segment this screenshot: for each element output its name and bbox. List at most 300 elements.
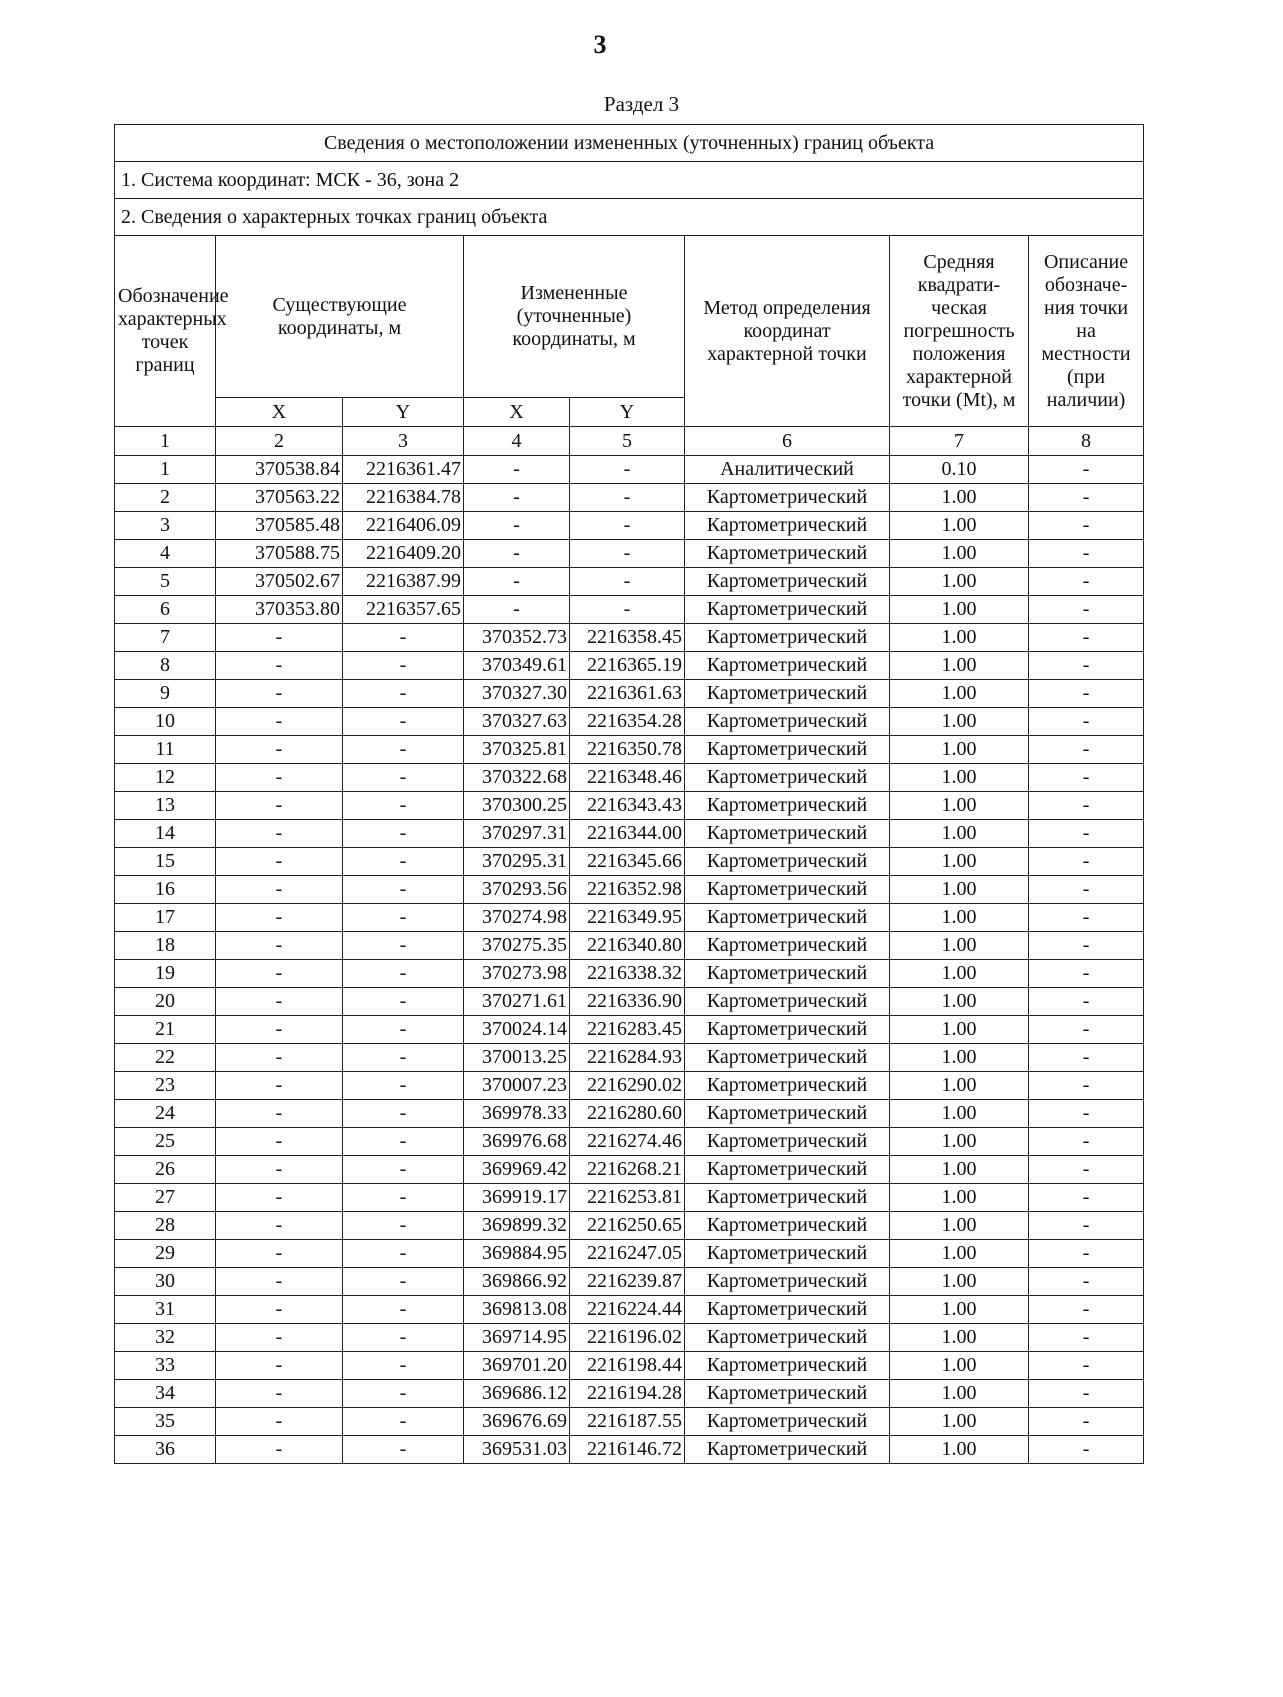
cell-point-number: 32	[115, 1324, 216, 1352]
cell-existing-x: -	[216, 960, 343, 988]
cell-mean-square-error: 1.00	[890, 792, 1029, 820]
cell-description: -	[1029, 820, 1144, 848]
col-number: 6	[685, 427, 890, 456]
cell-point-number: 18	[115, 932, 216, 960]
cell-changed-y: 2216146.72	[570, 1436, 685, 1464]
cell-changed-x: -	[464, 484, 570, 512]
cell-changed-y: -	[570, 568, 685, 596]
cell-existing-y: -	[343, 1128, 464, 1156]
cell-point-number: 12	[115, 764, 216, 792]
cell-method: Картометрический	[685, 624, 890, 652]
cell-existing-y: -	[343, 1352, 464, 1380]
cell-changed-x: -	[464, 456, 570, 484]
cell-existing-y: -	[343, 932, 464, 960]
table-row	[115, 540, 1144, 568]
col-number: 4	[464, 427, 570, 456]
cell-changed-x: 370273.98	[464, 960, 570, 988]
cell-changed-x: 370024.14	[464, 1016, 570, 1044]
cell-changed-y: 2216336.90	[570, 988, 685, 1016]
header-mean-square-error: Средняя квадрати-ческая погрешность положения характерной точки (Mt), м	[890, 236, 1029, 427]
cell-point-number: 19	[115, 960, 216, 988]
cell-changed-x: 369813.08	[464, 1296, 570, 1324]
cell-method: Картометрический	[685, 1156, 890, 1184]
cell-changed-y: 2216343.43	[570, 792, 685, 820]
cell-existing-x: -	[216, 1100, 343, 1128]
cell-changed-x: 369676.69	[464, 1408, 570, 1436]
cell-method: Картометрический	[685, 1212, 890, 1240]
table-row	[115, 456, 1144, 484]
cell-description: -	[1029, 1100, 1144, 1128]
cell-changed-y: 2216352.98	[570, 876, 685, 904]
header-existing-coords: Существующие координаты, м	[216, 236, 464, 398]
cell-description: -	[1029, 1296, 1144, 1324]
cell-existing-y: -	[343, 708, 464, 736]
cell-method: Картометрический	[685, 708, 890, 736]
cell-description: -	[1029, 680, 1144, 708]
cell-existing-y: 2216384.78	[343, 484, 464, 512]
cell-changed-y: 2216283.45	[570, 1016, 685, 1044]
cell-point-number: 7	[115, 624, 216, 652]
cell-existing-x: 370563.22	[216, 484, 343, 512]
cell-description: -	[1029, 1184, 1144, 1212]
table-row	[115, 1268, 1144, 1296]
table-row	[115, 1324, 1144, 1352]
cell-changed-x: 370352.73	[464, 624, 570, 652]
cell-existing-y: -	[343, 792, 464, 820]
cell-point-number: 29	[115, 1240, 216, 1268]
cell-method: Картометрический	[685, 932, 890, 960]
cell-method: Картометрический	[685, 680, 890, 708]
cell-description: -	[1029, 1436, 1144, 1464]
cell-existing-x: -	[216, 680, 343, 708]
cell-point-number: 4	[115, 540, 216, 568]
table-row	[115, 960, 1144, 988]
cell-mean-square-error: 1.00	[890, 820, 1029, 848]
cell-point-number: 11	[115, 736, 216, 764]
table-row	[115, 1296, 1144, 1324]
cell-description: -	[1029, 792, 1144, 820]
table-row	[115, 1380, 1144, 1408]
cell-existing-y: 2216361.47	[343, 456, 464, 484]
cell-point-number: 5	[115, 568, 216, 596]
cell-description: -	[1029, 540, 1144, 568]
cell-existing-y: 2216409.20	[343, 540, 464, 568]
cell-mean-square-error: 1.00	[890, 904, 1029, 932]
cell-existing-x: -	[216, 1156, 343, 1184]
cell-existing-x: -	[216, 1240, 343, 1268]
cell-method: Картометрический	[685, 1044, 890, 1072]
cell-mean-square-error: 1.00	[890, 988, 1029, 1016]
cell-changed-x: 370327.63	[464, 708, 570, 736]
cell-method: Картометрический	[685, 736, 890, 764]
cell-changed-y: 2216268.21	[570, 1156, 685, 1184]
cell-point-number: 35	[115, 1408, 216, 1436]
cell-method: Картометрический	[685, 764, 890, 792]
cell-mean-square-error: 1.00	[890, 568, 1029, 596]
table-row	[115, 1212, 1144, 1240]
cell-existing-y: 2216387.99	[343, 568, 464, 596]
table-row	[115, 736, 1144, 764]
table-title: Сведения о местоположении измененных (уточненных) границ объекта	[115, 125, 1144, 162]
cell-existing-x: -	[216, 988, 343, 1016]
cell-existing-y: -	[343, 820, 464, 848]
cell-existing-y: -	[343, 1296, 464, 1324]
cell-changed-x: 370007.23	[464, 1072, 570, 1100]
col-number: 2	[216, 427, 343, 456]
cell-description: -	[1029, 1380, 1144, 1408]
cell-description: -	[1029, 904, 1144, 932]
cell-existing-y: -	[343, 960, 464, 988]
table-row	[115, 1156, 1144, 1184]
header-description: Описание обозначе-ния точки на местности (при наличии)	[1029, 236, 1144, 427]
cell-changed-y: 2216345.66	[570, 848, 685, 876]
cell-changed-y: 2216280.60	[570, 1100, 685, 1128]
table-row	[115, 512, 1144, 540]
cell-point-number: 27	[115, 1184, 216, 1212]
cell-mean-square-error: 1.00	[890, 596, 1029, 624]
table-row	[115, 792, 1144, 820]
cell-mean-square-error: 1.00	[890, 512, 1029, 540]
cell-existing-y: -	[343, 1380, 464, 1408]
cell-description: -	[1029, 568, 1144, 596]
table-row	[115, 1240, 1144, 1268]
cell-method: Картометрический	[685, 484, 890, 512]
cell-mean-square-error: 1.00	[890, 960, 1029, 988]
cell-changed-y: 2216358.45	[570, 624, 685, 652]
cell-method: Картометрический	[685, 988, 890, 1016]
cell-existing-x: -	[216, 1044, 343, 1072]
cell-point-number: 1	[115, 456, 216, 484]
cell-changed-y: 2216338.32	[570, 960, 685, 988]
cell-existing-y: -	[343, 1324, 464, 1352]
cell-existing-x: 370502.67	[216, 568, 343, 596]
cell-changed-x: 370013.25	[464, 1044, 570, 1072]
header-changed-coords: Измененные (уточненные) координаты, м	[464, 236, 685, 398]
cell-existing-y: -	[343, 1156, 464, 1184]
cell-mean-square-error: 1.00	[890, 1100, 1029, 1128]
cell-existing-y: -	[343, 1044, 464, 1072]
table-row	[115, 1100, 1144, 1128]
cell-mean-square-error: 1.00	[890, 680, 1029, 708]
cell-mean-square-error: 1.00	[890, 1156, 1029, 1184]
cell-existing-y: -	[343, 680, 464, 708]
cell-method: Картометрический	[685, 1128, 890, 1156]
table-body	[115, 456, 1144, 1464]
cell-existing-x: -	[216, 1268, 343, 1296]
cell-description: -	[1029, 1072, 1144, 1100]
cell-description: -	[1029, 1352, 1144, 1380]
cell-changed-x: 370325.81	[464, 736, 570, 764]
boundary-points-table	[114, 124, 1144, 1464]
cell-method: Картометрический	[685, 512, 890, 540]
table-row	[115, 988, 1144, 1016]
cell-changed-x: -	[464, 568, 570, 596]
cell-method: Картометрический	[685, 1324, 890, 1352]
cell-existing-x: -	[216, 1184, 343, 1212]
cell-method: Картометрический	[685, 1268, 890, 1296]
cell-mean-square-error: 1.00	[890, 876, 1029, 904]
cell-mean-square-error: 1.00	[890, 1268, 1029, 1296]
cell-existing-x: -	[216, 1352, 343, 1380]
cell-point-number: 30	[115, 1268, 216, 1296]
cell-changed-x: 370293.56	[464, 876, 570, 904]
cell-method: Картометрический	[685, 1408, 890, 1436]
cell-point-number: 9	[115, 680, 216, 708]
cell-existing-y: -	[343, 624, 464, 652]
cell-point-number: 16	[115, 876, 216, 904]
cell-point-number: 20	[115, 988, 216, 1016]
cell-existing-y: -	[343, 1212, 464, 1240]
cell-method: Картометрический	[685, 876, 890, 904]
cell-mean-square-error: 1.00	[890, 1044, 1029, 1072]
cell-existing-y: -	[343, 652, 464, 680]
cell-description: -	[1029, 1016, 1144, 1044]
section-label: Раздел 3	[603, 92, 680, 116]
cell-existing-y: -	[343, 736, 464, 764]
cell-mean-square-error: 1.00	[890, 1380, 1029, 1408]
cell-description: -	[1029, 932, 1144, 960]
cell-description: -	[1029, 596, 1144, 624]
cell-mean-square-error: 0.10	[890, 456, 1029, 484]
header-changed-y: Y	[570, 398, 685, 427]
cell-existing-x: -	[216, 792, 343, 820]
cell-changed-y: 2216196.02	[570, 1324, 685, 1352]
cell-changed-x: 370295.31	[464, 848, 570, 876]
cell-description: -	[1029, 484, 1144, 512]
cell-existing-x: -	[216, 736, 343, 764]
cell-existing-x: -	[216, 1128, 343, 1156]
cell-existing-x: -	[216, 1016, 343, 1044]
cell-mean-square-error: 1.00	[890, 1324, 1029, 1352]
table-row	[115, 708, 1144, 736]
cell-method: Картометрический	[685, 596, 890, 624]
cell-method: Картометрический	[685, 652, 890, 680]
cell-point-number: 15	[115, 848, 216, 876]
table-row	[115, 764, 1144, 792]
cell-changed-y: -	[570, 484, 685, 512]
cell-existing-y: 2216406.09	[343, 512, 464, 540]
cell-changed-x: 370271.61	[464, 988, 570, 1016]
cell-point-number: 28	[115, 1212, 216, 1240]
table-row	[115, 820, 1144, 848]
cell-method: Картометрический	[685, 1100, 890, 1128]
coord-system: 1. Система координат: МСК - 36, зона 2	[115, 162, 1144, 199]
header-changed-x: X	[464, 398, 570, 427]
table-row	[115, 904, 1144, 932]
cell-changed-y: 2216348.46	[570, 764, 685, 792]
cell-changed-x: 369531.03	[464, 1436, 570, 1464]
cell-changed-y: 2216365.19	[570, 652, 685, 680]
cell-description: -	[1029, 708, 1144, 736]
table-row	[115, 1016, 1144, 1044]
cell-method: Картометрический	[685, 960, 890, 988]
cell-changed-x: 369978.33	[464, 1100, 570, 1128]
cell-changed-x: 369976.68	[464, 1128, 570, 1156]
cell-changed-y: 2216253.81	[570, 1184, 685, 1212]
cell-changed-x: 369701.20	[464, 1352, 570, 1380]
cell-existing-y: -	[343, 764, 464, 792]
cell-point-number: 33	[115, 1352, 216, 1380]
cell-changed-y: -	[570, 456, 685, 484]
cell-method: Картометрический	[685, 1436, 890, 1464]
cell-existing-x: -	[216, 1436, 343, 1464]
cell-point-number: 14	[115, 820, 216, 848]
cell-point-number: 34	[115, 1380, 216, 1408]
cell-mean-square-error: 1.00	[890, 1436, 1029, 1464]
cell-point-number: 25	[115, 1128, 216, 1156]
table-row	[115, 680, 1144, 708]
cell-existing-x: 370585.48	[216, 512, 343, 540]
cell-description: -	[1029, 736, 1144, 764]
cell-description: -	[1029, 988, 1144, 1016]
cell-existing-x: -	[216, 1380, 343, 1408]
cell-mean-square-error: 1.00	[890, 848, 1029, 876]
cell-existing-x: -	[216, 820, 343, 848]
cell-changed-y: 2216340.80	[570, 932, 685, 960]
cell-method: Картометрический	[685, 1240, 890, 1268]
cell-changed-y: 2216224.44	[570, 1296, 685, 1324]
cell-description: -	[1029, 624, 1144, 652]
cell-existing-x: -	[216, 652, 343, 680]
cell-existing-x: 370353.80	[216, 596, 343, 624]
col-number: 5	[570, 427, 685, 456]
cell-existing-x: -	[216, 764, 343, 792]
table-row	[115, 624, 1144, 652]
cell-description: -	[1029, 1324, 1144, 1352]
cell-description: -	[1029, 512, 1144, 540]
cell-method: Картометрический	[685, 568, 890, 596]
cell-point-number: 23	[115, 1072, 216, 1100]
cell-mean-square-error: 1.00	[890, 736, 1029, 764]
table-row	[115, 596, 1144, 624]
cell-mean-square-error: 1.00	[890, 652, 1029, 680]
cell-point-number: 36	[115, 1436, 216, 1464]
cell-description: -	[1029, 960, 1144, 988]
cell-point-number: 31	[115, 1296, 216, 1324]
table-row	[115, 1408, 1144, 1436]
cell-mean-square-error: 1.00	[890, 484, 1029, 512]
cell-changed-x: 370300.25	[464, 792, 570, 820]
cell-changed-x: 370297.31	[464, 820, 570, 848]
cell-existing-x: -	[216, 624, 343, 652]
cell-changed-y: 2216344.00	[570, 820, 685, 848]
cell-mean-square-error: 1.00	[890, 1072, 1029, 1100]
cell-description: -	[1029, 456, 1144, 484]
cell-method: Картометрический	[685, 540, 890, 568]
cell-point-number: 26	[115, 1156, 216, 1184]
cell-mean-square-error: 1.00	[890, 1352, 1029, 1380]
cell-description: -	[1029, 1212, 1144, 1240]
cell-existing-y: -	[343, 1268, 464, 1296]
cell-existing-x: -	[216, 708, 343, 736]
cell-changed-y: 2216250.65	[570, 1212, 685, 1240]
cell-method: Картометрический	[685, 820, 890, 848]
cell-existing-x: -	[216, 1324, 343, 1352]
col-number: 7	[890, 427, 1029, 456]
cell-existing-y: -	[343, 1436, 464, 1464]
cell-point-number: 10	[115, 708, 216, 736]
cell-description: -	[1029, 1268, 1144, 1296]
header-point-designation: Обозначение характерных точек границ	[115, 236, 216, 427]
cell-changed-x: 369884.95	[464, 1240, 570, 1268]
cell-changed-x: -	[464, 512, 570, 540]
cell-changed-x: 370275.35	[464, 932, 570, 960]
cell-point-number: 13	[115, 792, 216, 820]
cell-changed-y: -	[570, 596, 685, 624]
cell-changed-x: 370322.68	[464, 764, 570, 792]
cell-existing-y: -	[343, 988, 464, 1016]
cell-mean-square-error: 1.00	[890, 932, 1029, 960]
cell-existing-y: 2216357.65	[343, 596, 464, 624]
cell-mean-square-error: 1.00	[890, 1128, 1029, 1156]
cell-existing-y: -	[343, 1072, 464, 1100]
cell-existing-x: -	[216, 1408, 343, 1436]
table-row	[115, 1352, 1144, 1380]
cell-point-number: 22	[115, 1044, 216, 1072]
cell-existing-y: -	[343, 876, 464, 904]
cell-description: -	[1029, 764, 1144, 792]
table-row	[115, 848, 1144, 876]
cell-mean-square-error: 1.00	[890, 540, 1029, 568]
cell-changed-x: -	[464, 540, 570, 568]
cell-existing-y: -	[343, 848, 464, 876]
cell-existing-x: -	[216, 848, 343, 876]
cell-description: -	[1029, 1128, 1144, 1156]
cell-changed-x: 370327.30	[464, 680, 570, 708]
cell-changed-x: 370349.61	[464, 652, 570, 680]
cell-mean-square-error: 1.00	[890, 764, 1029, 792]
cell-method: Картометрический	[685, 848, 890, 876]
cell-method: Картометрический	[685, 1352, 890, 1380]
cell-mean-square-error: 1.00	[890, 1016, 1029, 1044]
cell-changed-y: -	[570, 512, 685, 540]
cell-changed-x: 369919.17	[464, 1184, 570, 1212]
table-row	[115, 1128, 1144, 1156]
cell-existing-y: -	[343, 1016, 464, 1044]
cell-changed-y: 2216290.02	[570, 1072, 685, 1100]
cell-changed-y: 2216187.55	[570, 1408, 685, 1436]
cell-changed-x: 369714.95	[464, 1324, 570, 1352]
cell-changed-y: 2216284.93	[570, 1044, 685, 1072]
cell-description: -	[1029, 848, 1144, 876]
header-existing-x: X	[216, 398, 343, 427]
header-method: Метод определения координат характерной точки	[685, 236, 890, 427]
cell-mean-square-error: 1.00	[890, 1184, 1029, 1212]
cell-changed-y: 2216194.28	[570, 1380, 685, 1408]
cell-changed-y: 2216198.44	[570, 1352, 685, 1380]
cell-existing-x: -	[216, 932, 343, 960]
cell-method: Аналитический	[685, 456, 890, 484]
cell-changed-x: 369899.32	[464, 1212, 570, 1240]
cell-point-number: 21	[115, 1016, 216, 1044]
cell-mean-square-error: 1.00	[890, 1408, 1029, 1436]
cell-changed-y: 2216350.78	[570, 736, 685, 764]
cell-mean-square-error: 1.00	[890, 708, 1029, 736]
cell-existing-x: -	[216, 1072, 343, 1100]
cell-existing-y: -	[343, 904, 464, 932]
page-number: 3	[593, 30, 607, 59]
cell-point-number: 17	[115, 904, 216, 932]
cell-mean-square-error: 1.00	[890, 624, 1029, 652]
cell-changed-x: 369686.12	[464, 1380, 570, 1408]
cell-mean-square-error: 1.00	[890, 1240, 1029, 1268]
cell-point-number: 3	[115, 512, 216, 540]
cell-changed-y: 2216239.87	[570, 1268, 685, 1296]
cell-method: Картометрический	[685, 1072, 890, 1100]
cell-changed-x: 369866.92	[464, 1268, 570, 1296]
cell-description: -	[1029, 652, 1144, 680]
cell-point-number: 8	[115, 652, 216, 680]
